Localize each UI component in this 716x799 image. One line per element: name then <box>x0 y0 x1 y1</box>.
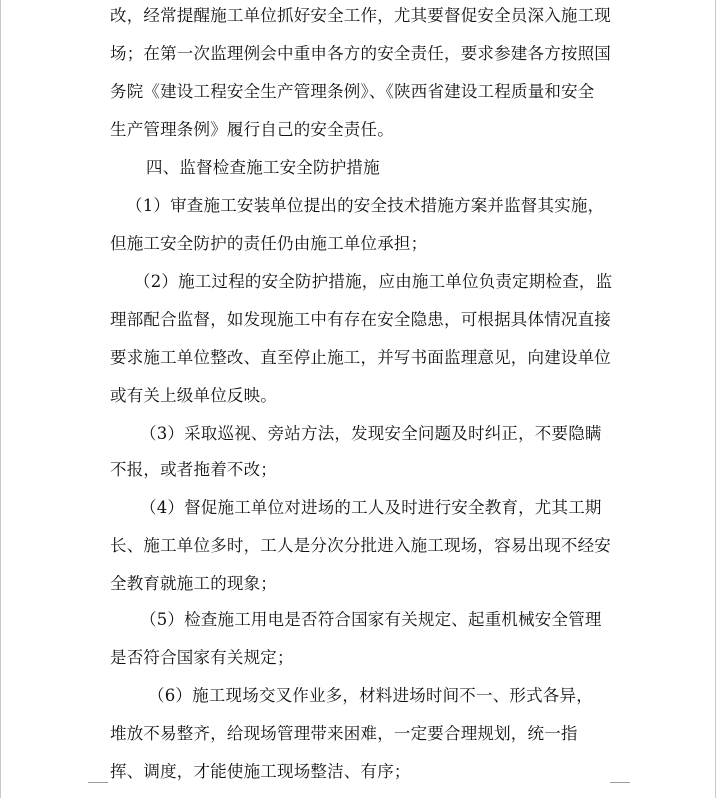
text-line: 挥、调度，才能使施工现场整洁、有序； <box>110 762 411 781</box>
crop-mark-bottom-right <box>610 782 630 799</box>
text-line: （5）检查施工用电是否符合国家有关规定、起重机械安全管理 <box>140 610 602 629</box>
text-line: 但施工安全防护的责任仍由施工单位承担； <box>110 234 428 253</box>
text-line: 全教育就施工的现象； <box>110 574 277 593</box>
section-heading: 四、监督检查施工安全防护措施 <box>146 158 380 177</box>
text-line: （6）施工现场交叉作业多，材料进场时间不一、形式各异， <box>148 686 593 705</box>
text-line: 堆放不易整齐，给现场管理带来困难，一定要合理规划，统一指 <box>110 724 578 743</box>
text-line: 改，经常提醒施工单位抓好安全工作，尤其要督促安全员深入施工现 <box>110 6 611 25</box>
page-left-edge <box>0 0 1 798</box>
text-line: 场；在第一次监理例会中重申各方的安全责任，要求参建各方按照国 <box>110 44 611 63</box>
text-line: 长、施工单位多时，工人是分次分批进入施工现场，容易出现不经安 <box>110 536 611 555</box>
crop-mark-bottom-left <box>88 782 108 799</box>
text-line: 要求施工单位整改、直至停止施工，并写书面监理意见，向建设单位 <box>110 348 611 367</box>
text-line: （4）督促施工单位对进场的工人及时进行安全教育，尤其工期 <box>140 498 602 517</box>
text-line: 理部配合监督，如发现施工中有存在安全隐患，可根据具体情况直接 <box>110 310 611 329</box>
text-line: （2）施工过程的安全防护措施，应由施工单位负责定期检查，监 <box>134 272 613 291</box>
text-line: 务院《建设工程安全生产管理条例》、《陕西省建设工程质量和安全 <box>110 82 595 101</box>
text-line: 生产管理条例》履行自己的安全责任。 <box>110 120 394 139</box>
text-line: （1）审查施工安装单位提出的安全技术措施方案并监督其实施， <box>126 196 605 215</box>
text-line: （3）采取巡视、旁站方法，发现安全问题及时纠正，不要隐瞒 <box>140 424 602 443</box>
text-line: 或有关上级单位反映。 <box>110 386 277 405</box>
text-line: 不报，或者拖着不改； <box>110 460 277 479</box>
text-line: 是否符合国家有关规定； <box>110 648 294 667</box>
